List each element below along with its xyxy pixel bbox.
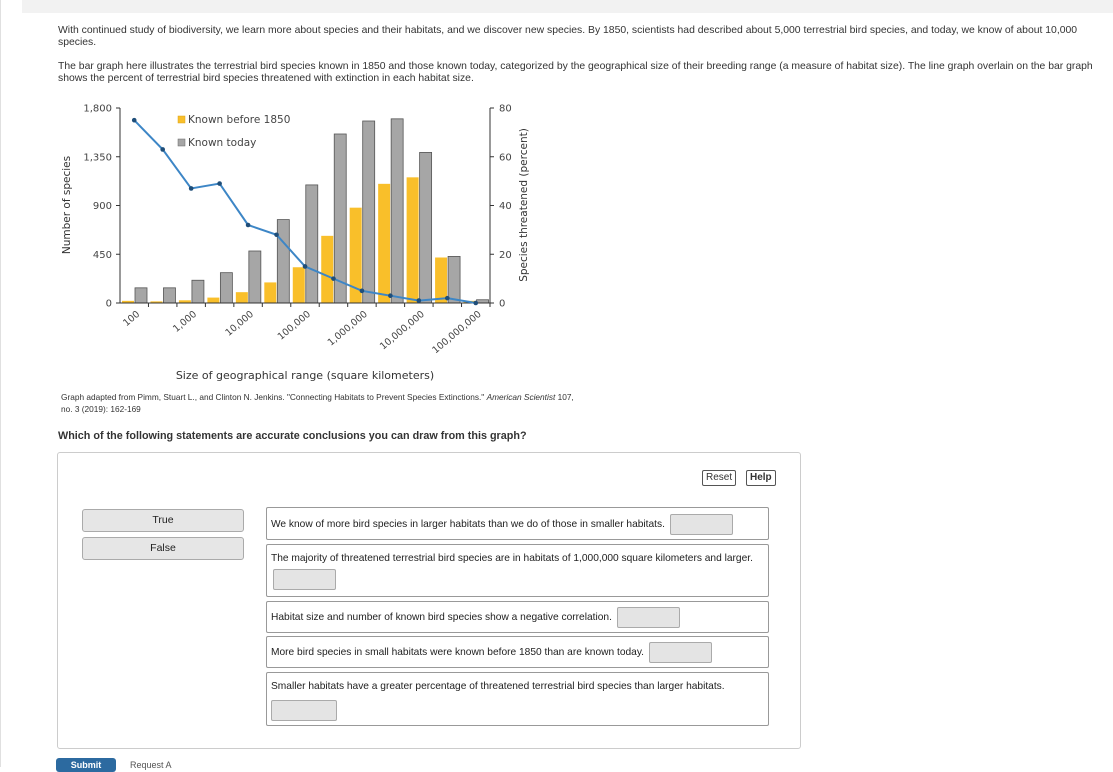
threatened-point xyxy=(417,298,422,303)
bar-1850 xyxy=(236,292,248,303)
bar-today xyxy=(334,134,346,303)
question-prompt: Which of the following statements are accurate conclusions you can draw from this graph? xyxy=(58,430,527,442)
threatened-point xyxy=(189,186,194,191)
statement-1 xyxy=(266,507,769,540)
threatened-point xyxy=(132,118,137,123)
bar-1850 xyxy=(293,267,305,303)
bar-1850 xyxy=(378,184,390,303)
left-edge xyxy=(0,0,1,767)
option-false[interactable]: False xyxy=(82,537,244,560)
bar-today xyxy=(249,251,261,303)
legend-swatch-1850 xyxy=(178,116,185,123)
threatened-point xyxy=(331,276,336,281)
citation-journal: American Scientist xyxy=(486,392,556,402)
statement-4-text: More bird species in small habitats were known before 1850 than are known today. xyxy=(271,647,644,659)
reset-button[interactable]: Reset xyxy=(702,470,736,486)
citation-text: Graph adapted from Pimm, Stuart L., and Clinton N. Jenkins. "Connecting Habitats to Prevent Species Extinctions." xyxy=(61,392,487,402)
bar-today xyxy=(277,220,289,303)
statement-4-dropzone[interactable] xyxy=(649,642,712,663)
bar-1850 xyxy=(264,282,276,303)
statement-2-text: The majority of threatened terrestrial bird species are in habitats of 1,000,000 square kilometers and larger. xyxy=(271,553,753,564)
bar-1850 xyxy=(407,177,419,303)
y-tick-label: 0 xyxy=(105,298,112,310)
threatened-point xyxy=(160,147,165,152)
statement-1-dropzone[interactable] xyxy=(670,514,733,535)
threatened-point xyxy=(217,181,222,186)
statement-4 xyxy=(266,636,769,668)
help-button[interactable]: Help xyxy=(746,470,776,486)
legend-label-1850: Known before 1850 xyxy=(188,114,291,126)
y-tick-label: 450 xyxy=(92,249,112,261)
top-band xyxy=(22,0,1113,13)
bar-1850 xyxy=(207,298,219,303)
statement-3 xyxy=(266,601,769,633)
intro-paragraph-1: With continued study of biodiversity, we learn more about species and their habitats, and we discover new species. By 1850, scientists had described about 5,000 terrestrial bird species, and today, we know of about 10,000 species. xyxy=(58,25,1078,48)
legend-swatch-today xyxy=(178,139,185,146)
bar-1850 xyxy=(435,258,447,304)
statement-1-text: We know of more bird species in larger habitats than we do of those in smaller habitats. xyxy=(271,519,665,531)
submit-button[interactable]: Submit xyxy=(56,758,116,772)
statement-5-dropzone[interactable] xyxy=(271,700,337,721)
bar-today xyxy=(220,273,232,303)
x-tick-label: 10,000 xyxy=(223,308,257,339)
request-answer-link[interactable]: Request A xyxy=(130,760,172,770)
threatened-point xyxy=(445,296,450,301)
y-tick-label: 1,800 xyxy=(83,103,112,115)
statement-5-text: Smaller habitats have a greater percentage of threatened terrestrial bird species than larger habitats. xyxy=(271,681,725,692)
y-tick-label: 900 xyxy=(92,201,112,212)
y2-tick-label: 20 xyxy=(499,249,512,261)
statement-2-dropzone[interactable] xyxy=(273,569,336,590)
threatened-point xyxy=(388,293,393,298)
x-tick-label: 100,000 xyxy=(275,308,313,343)
citation-rest: 107, no. 3 (2019): 162-169 xyxy=(61,392,574,414)
x-tick-label: 1,000,000 xyxy=(325,308,370,349)
y2-tick-label: 80 xyxy=(499,103,512,115)
x-tick-label: 10,000,000 xyxy=(378,308,427,353)
bar-today xyxy=(192,280,204,303)
x-tick-label: 100 xyxy=(121,308,143,329)
statement-5 xyxy=(266,672,769,726)
bar-today xyxy=(363,121,375,303)
bar-today xyxy=(135,288,147,303)
bar-today xyxy=(391,119,403,303)
bar-today xyxy=(448,256,460,303)
y-axis-label: Number of species xyxy=(61,155,73,255)
statement-3-dropzone[interactable] xyxy=(617,607,680,628)
bar-today xyxy=(163,288,175,303)
threatened-point xyxy=(360,289,365,294)
x-axis-label: Size of geographical range (square kilometers) xyxy=(175,369,435,382)
x-tick-label: 1,000 xyxy=(171,308,200,335)
option-true[interactable]: True xyxy=(82,509,244,532)
intro-paragraph-2: The bar graph here illustrates the terrestrial bird species known in 1850 and those known today, categorized by the geographical size of their breeding range (a measure of habitat size). The line graph overlain on the bar graph shows the percent of terrestrial bird species threatened with extinction in each habitat size. xyxy=(58,61,1093,84)
y2-axis-label: Species threatened (percent) xyxy=(518,128,530,282)
threatened-point xyxy=(246,223,251,228)
bar-today xyxy=(306,185,318,303)
x-tick-label: 100,000,000 xyxy=(430,308,484,357)
y2-tick-label: 60 xyxy=(499,152,512,164)
threatened-point xyxy=(303,264,308,269)
statement-3-text: Habitat size and number of known bird species show a negative correlation. xyxy=(271,612,612,624)
y-tick-label: 1,350 xyxy=(83,152,112,164)
threatened-point xyxy=(274,232,279,237)
y2-tick-label: 40 xyxy=(499,201,512,212)
statement-2 xyxy=(266,544,769,597)
bar-today xyxy=(420,152,432,303)
citation xyxy=(61,391,581,415)
bar-1850 xyxy=(321,236,333,303)
bar-line-chart xyxy=(55,95,530,390)
threatened-point xyxy=(473,301,478,306)
legend-label-today: Known today xyxy=(188,137,257,149)
y2-tick-label: 0 xyxy=(499,298,506,310)
